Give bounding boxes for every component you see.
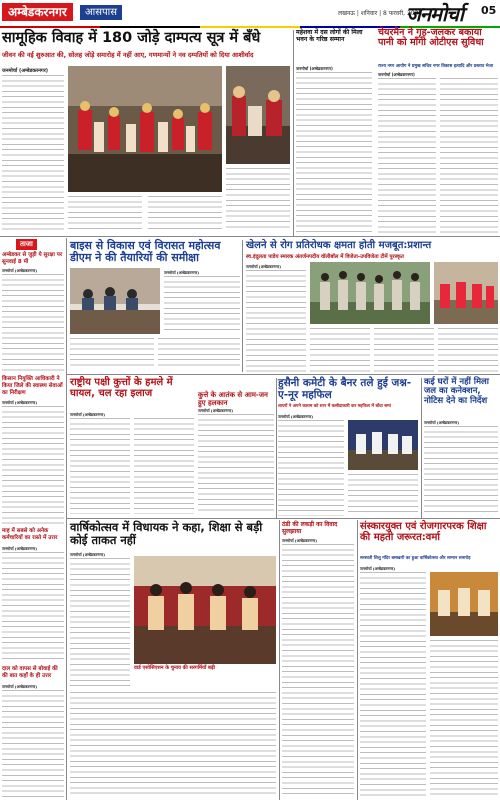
body-dogs-col1 xyxy=(70,418,130,514)
column-rule-3 xyxy=(276,378,277,518)
body-virasat-col3 xyxy=(158,338,240,370)
body-husaini-col1 xyxy=(278,420,344,516)
dateline-left-small-2: जनमोर्चा (अम्बेडकरनगर) xyxy=(2,546,37,551)
column-rule-6 xyxy=(357,520,358,800)
dateline-connection: जनमोर्चा (अम्बेडकरनगर) xyxy=(424,420,459,425)
headline-small-mid: ठंडी की लकड़ी का विवाद सुलझाया xyxy=(282,521,338,535)
subhead-mass-wedding: जीवन की नई शुरुआत की, सोलह जोड़े समारोह में नहीं आए, गणमान्यों ने नव दम्पतियों को दिया आशीर्वाद xyxy=(2,51,254,59)
dateline-left-small-3: जनमोर्चा (अम्बेडकरनगर) xyxy=(2,684,37,689)
dateline-dogs: जनमोर्चा (अम्बेडकरनगर) xyxy=(70,412,105,417)
body-sports-col3 xyxy=(374,328,434,372)
section-rule xyxy=(0,236,500,237)
masthead xyxy=(0,0,500,27)
left-column-rule xyxy=(66,238,67,800)
dateline-small-mid: जनमोर्चा (अम्बेडकरनगर) xyxy=(282,538,317,543)
body-sports-col1 xyxy=(246,270,306,372)
photo-sanskar xyxy=(430,572,498,636)
caption-annual-function: वार्ड एसोसिएशन के चुनाव की सरगर्मियाँ बढ़ी xyxy=(134,665,215,671)
section-rule-3 xyxy=(66,518,500,519)
body-ambedkar-left xyxy=(2,274,64,372)
headline-sanskar: संस्कारयुक्त एवं रोजगारपरक शिक्षा की महती जरूरत:वर्मा xyxy=(360,521,487,543)
body-sanskar-col1 xyxy=(360,572,426,798)
dateline-husaini: जनमोर्चा (अम्बेडकरनगर) xyxy=(278,414,313,419)
headline-mahesva: महेशवा में दस लोगों की मिला भवन के गरिष्ठ सम्मान xyxy=(296,29,363,43)
photo-wedding-small xyxy=(226,66,290,164)
body-mass-wedding-col4 xyxy=(226,168,290,230)
subhead-husaini: शायरों ने अपने कलाम को शान में कसीदाकारी कर महफिल में बाँधा समां xyxy=(278,404,391,409)
headline-mass-wedding: सामूहिक विवाह में 180 जोड़े दाम्पत्य सूत्र में बँधे xyxy=(2,30,261,46)
column-rule xyxy=(293,30,294,236)
newspaper-brand: जनमोर्चा xyxy=(406,2,463,26)
dateline-left-small-1: जनमोर्चा (अम्बेडकरनगर) xyxy=(2,400,37,405)
dateline-sanskar: जनमोर्चा (अम्बेडकरनगर) xyxy=(360,566,395,571)
body-left-small-1 xyxy=(2,406,64,524)
subhead-sanskar: सरस्वती शिशु मंदिर बसखारी का हुआ वार्षिकोत्सव और सम्मान समारोह xyxy=(360,556,471,561)
photo-annual-function xyxy=(134,556,276,664)
dateline-mahesva: जनमोर्चा (अम्बेडकरनगर) xyxy=(296,66,333,71)
column-rule-5 xyxy=(279,520,280,800)
column-rule-4 xyxy=(421,378,422,518)
photo-dm-review xyxy=(70,268,160,334)
body-mass-wedding-col1 xyxy=(2,75,64,230)
body-mahesva xyxy=(296,72,372,234)
photo-mass-wedding xyxy=(68,66,222,192)
bottom-margin xyxy=(0,801,500,809)
body-annual-col2 xyxy=(70,692,276,798)
headline-kutti-box: कुत्ते के आतंक से आम-जन हुए हलकान xyxy=(198,391,268,407)
photo-husaini-stage xyxy=(348,420,418,470)
dateline-chairman: जनमोर्चा (अम्बेडकरनगर) xyxy=(378,72,415,77)
subsection-tag: आसपास xyxy=(80,5,122,20)
subhead-chairman: राज्य नगर आयोग ने प्रमुख सचिव नगर विकास इत्यादि और प्रस्ताव भेजा xyxy=(378,64,494,69)
dateline-mass-wedding: जनमोर्चा (अम्बेडकरनगर) xyxy=(2,68,49,74)
headline-annual-function: वार्षिकोत्सव में विधायक ने कहा, शिक्षा से बड़ी कोई ताकत नहीं xyxy=(70,520,263,547)
dateline-virasat-mahotsav: जनमोर्चा (अम्बेडकरनगर) xyxy=(164,270,199,275)
body-left-small-2 xyxy=(2,552,64,662)
body-annual-col1 xyxy=(70,558,130,688)
body-virasat-col1 xyxy=(164,276,240,334)
section-tag: अम्बेडकरनगर xyxy=(2,3,73,21)
left-column-tag: ताजा xyxy=(16,239,37,250)
column-rule-2 xyxy=(242,240,243,372)
body-sports-col4 xyxy=(438,328,498,372)
section-rule-2 xyxy=(66,374,500,375)
body-left-small-3 xyxy=(2,690,64,798)
headline-dogs: राष्ट्रीय पक्षी कुत्तों के हमले में घायल, चल रहा इलाज xyxy=(70,377,173,399)
dateline-sports: जनमोर्चा (अम्बेडकरनगर) xyxy=(246,264,281,269)
issue-date: लखनऊ | शनिवार | 8 फरवरी, 2025 xyxy=(338,10,423,17)
body-mass-wedding-col3 xyxy=(148,196,222,230)
headline-left-small-1: किसान नियुक्ति आधिकारी ने किया जिले की स्वास्थ्य सेवाओं का निरीक्षण xyxy=(2,376,63,396)
headline-ambedkar-left: अम्बेडकर से जुड़ी ये सुरक्षा पर सुनवाई 8 मी xyxy=(2,252,63,265)
headline-left-small-2: माह में सबसे को अनेक कर्मचारियों का रास्ते में उत्तर xyxy=(2,528,58,541)
photo-sports-team xyxy=(434,262,498,324)
body-chairman-col2 xyxy=(440,78,498,234)
headline-husaini: हुसैनी कमेटी के बैनर तले हुई जश्न-ए-नूर महफिल xyxy=(278,377,412,401)
dateline-annual-function: जनमोर्चा (अम्बेडकरनगर) xyxy=(70,552,105,557)
body-husaini-col2 xyxy=(348,474,418,516)
page-number: 05 xyxy=(481,4,497,17)
body-virasat-col2 xyxy=(70,338,154,370)
headline-left-small-3: दाल को वापस से बोवाई की की बात कहाँ के ही उत्तर xyxy=(2,666,58,679)
headline-connection: कई घरों में नहीं मिला जल का कनेक्शन, नोटिस देने का निर्देश xyxy=(424,377,490,406)
subhead-sports: स्व.इंदुलता पाडेय स्मारक अंतर्जनपदीय वॉलीबॉल में विजेता-उपविजेता टीमें पुरस्कृत xyxy=(246,254,404,260)
body-chairman-col1 xyxy=(378,78,436,234)
dateline-kutti-box: जनमोर्चा (अम्बेडकरनगर) xyxy=(198,408,233,413)
body-sanskar-col2 xyxy=(430,640,498,798)
photo-sports-prize xyxy=(310,262,430,324)
headline-chairman: चेयरमैन ने गृह-जलकर बकाया पानी को माँगी ओटीएस सुविधा xyxy=(378,27,484,49)
dateline-ambedkar-left: जनमोर्चा (अम्बेडकरनगर) xyxy=(2,268,37,273)
headline-virasat-mahotsav: बाइस से विकास एवं विरासत महोत्सव डीएम ने की तैयारियों की समीक्षा xyxy=(70,239,221,265)
body-connection xyxy=(424,426,498,516)
body-sports-col2 xyxy=(310,328,370,372)
headline-sports: खेलने से रोग प्रतिरोधक क्षमता होती मजबूत:प्रशान्त xyxy=(246,240,432,251)
body-small-mid xyxy=(282,544,354,798)
body-kutti-box xyxy=(198,414,274,514)
body-mass-wedding-col2 xyxy=(68,196,142,230)
body-dogs-col2 xyxy=(134,418,194,514)
